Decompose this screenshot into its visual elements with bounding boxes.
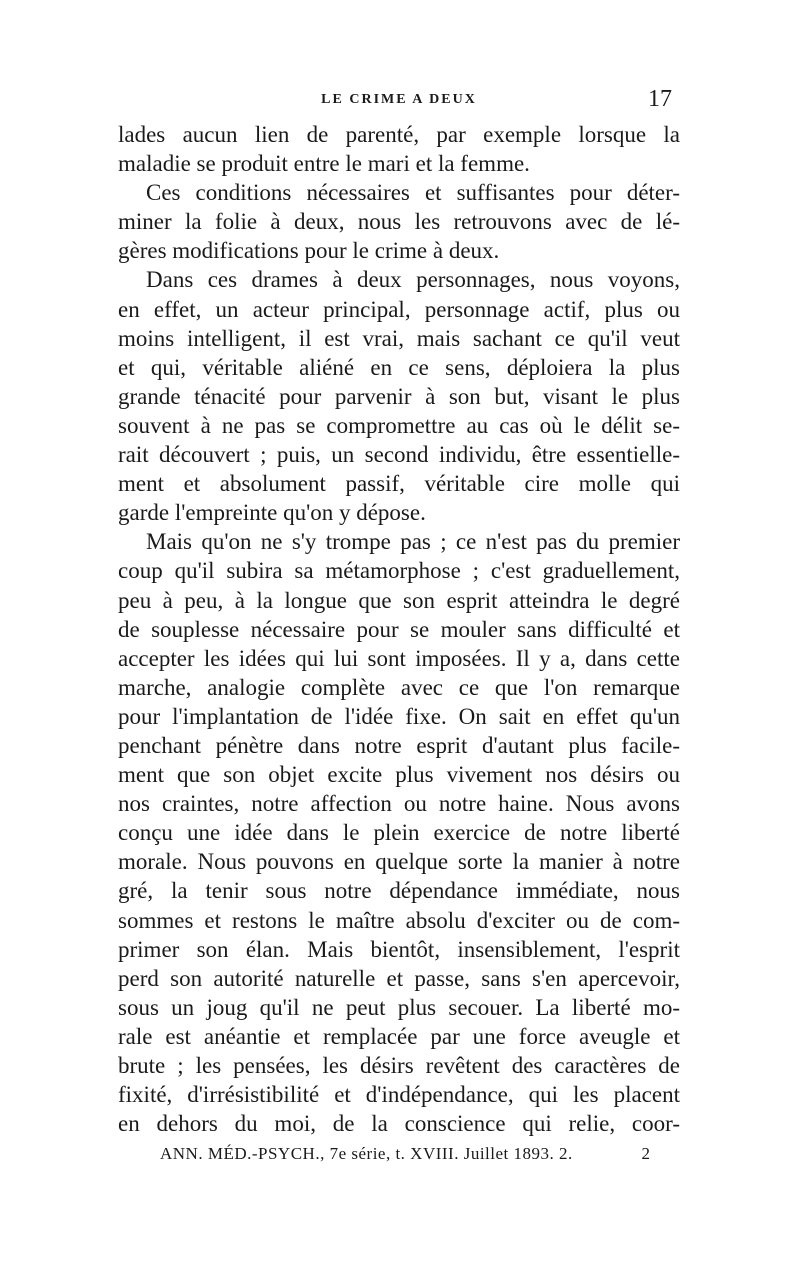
journal-citation: ANN. MÉD.-PSYCH., 7e série, t. XVIII. Juillet 1893. 2. — [160, 1144, 573, 1164]
text-line: sous un joug qu'il ne peut plus secouer. La liberté mo- — [118, 994, 680, 1020]
text-line: marche, analogie complète avec ce que l'on remarque — [118, 674, 680, 700]
book-page — [118, 86, 680, 1168]
text-line: maladie se produit entre le mari et la femme. — [118, 151, 530, 177]
text-line: morale. Nous pouvons en quelque sorte la manier à notre — [118, 849, 680, 875]
text-line: Mais qu'on ne s'y trompe pas ; ce n'est pas du premier — [146, 529, 680, 555]
text-line: sommes et restons le maître absolu d'exciter ou de com- — [118, 907, 680, 933]
page-number: 17 — [648, 86, 672, 112]
text-line: fixité, d'irrésistibilité et d'indépendance, qui les placent — [118, 1082, 680, 1108]
signature-mark: 2 — [641, 1144, 650, 1164]
text-line: en dehors du moi, de la conscience qui relie, coor- — [118, 1111, 680, 1137]
text-line: souvent à ne pas se compromettre au cas où le délit se- — [118, 412, 680, 438]
text-line: miner la folie à deux, nous les retrouvons avec de lé- — [118, 209, 680, 235]
text-line: gères modifications pour le crime à deux. — [118, 238, 500, 264]
text-line: coup qu'il subira sa métamorphose ; c'est graduellement, — [118, 558, 680, 584]
text-line: Ces conditions nécessaires et suffisantes pour déter- — [146, 180, 680, 206]
text-line: Dans ces drames à deux personnages, nous voyons, — [146, 267, 680, 293]
text-line: primer son élan. Mais bientôt, insensiblement, l'esprit — [118, 936, 680, 962]
text-line: pour l'implantation de l'idée fixe. On sait en effet qu'un — [118, 703, 680, 729]
text-line: penchant pénètre dans notre esprit d'autant plus facile- — [118, 732, 680, 758]
text-line: lades aucun lien de parenté, par exemple lorsque la — [118, 122, 680, 147]
text-line: rait découvert ; puis, un second individu, être essentielle- — [118, 442, 680, 468]
text-line: peu à peu, à la longue que son esprit atteindra le degré — [118, 587, 680, 613]
running-head: LE CRIME A DEUX — [321, 92, 477, 107]
text-line: nos craintes, notre affection ou notre haine. Nous avons — [118, 791, 680, 817]
text-line: brute ; les pensées, les désirs revêtent des caractères de — [118, 1053, 680, 1078]
text-line: accepter les idées qui lui sont imposées. Il y a, dans cette — [118, 645, 680, 671]
page-footer — [118, 1144, 680, 1168]
text-line: conçu une idée dans le plein exercice de notre liberté — [118, 820, 680, 846]
text-line: de souplesse nécessaire pour se mouler sans difficulté et — [118, 616, 680, 642]
text-line: grande ténacité pour parvenir à son but, visant le plus — [118, 383, 680, 409]
text-line: garde l'empreinte qu'on y dépose. — [118, 500, 426, 526]
text-line: en effet, un acteur principal, personnage actif, plus ou — [118, 296, 680, 322]
text-line: moins intelligent, il est vrai, mais sachant ce qu'il veut — [118, 325, 680, 351]
body-text — [118, 120, 680, 1138]
text-line: perd son autorité naturelle et passe, sans s'en apercevoir, — [118, 965, 680, 991]
text-line: gré, la tenir sous notre dépendance immédiate, nous — [118, 878, 680, 904]
page-header — [118, 86, 680, 116]
text-line: ment que son objet excite plus vivement nos désirs ou — [118, 762, 680, 788]
text-line: et qui, véritable aliéné en ce sens, déploiera la plus — [118, 354, 680, 380]
text-line: rale est anéantie et remplacée par une force aveugle et — [118, 1023, 680, 1049]
text-line: ment et absolument passif, véritable cire molle qui — [118, 471, 680, 497]
